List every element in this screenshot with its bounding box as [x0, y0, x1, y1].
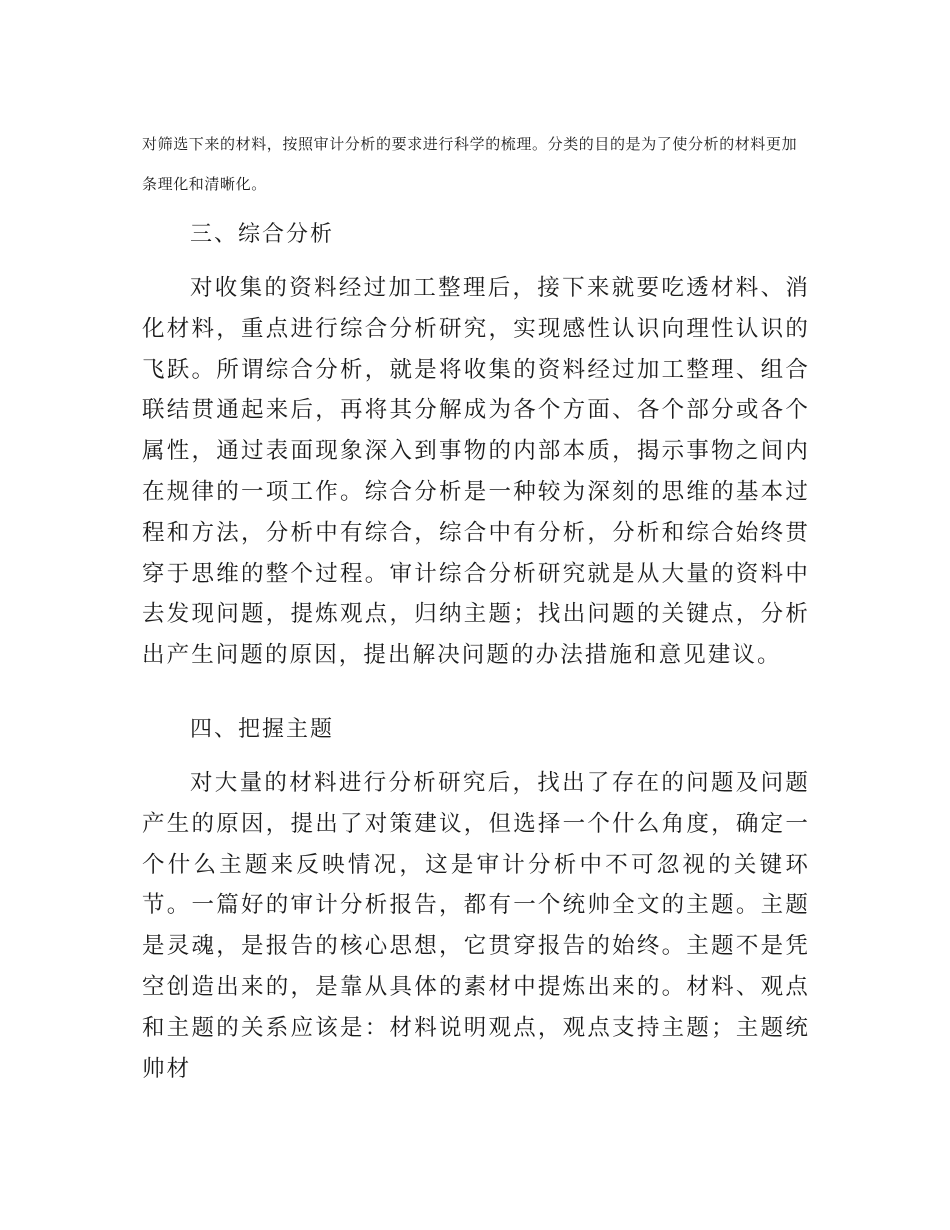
section-paragraph-comprehensive-analysis: 对收集的资料经过加工整理后，接下来就要吃透材料、消化材料，重点进行综合分析研究，实现感性认识向理性认识的飞跃。所谓综合分析，就是将收集的资料经过加工整理、组合联结贯通起来后，再将其分解成为各个方面、各个部分或各个属性，通过表面现象深入到事物的内部本质，揭示事物之间内在规律的一项工作。综合分析是一种较为深刻的思维的基本过程和方法，分析中有综合，综合中有分析，分析和综合始终贯穿于思维的整个过程。审计综合分析研究就是从大量的资料中去发现问题，提炼观点，归纳主题；找出问题的关键点，分析出产生问题的原因，提出解决问题的办法措施和意见建议。: [142, 275, 810, 669]
intro-paragraph: 对筛选下来的材料，按照审计分析的要求进行科学的梳理。分类的目的是为了使分析的材料更加条理化和清晰化。: [142, 135, 798, 193]
section-heading-grasp-theme: 四、把握主题: [190, 717, 335, 742]
section-paragraph-grasp-theme: 对大量的材料进行分析研究后，找出了存在的问题及问题产生的原因，提出了对策建议，但选择一个什么角度，确定一个什么主题来反映情况，这是审计分析中不可忽视的关键环节。一篇好的审计分析报告，都有一个统帅全文的主题。主题是灵魂，是报告的核心思想，它贯穿报告的始终。主题不是凭空创造出来的，是靠从具体的素材中提炼出来的。材料、观点和主题的关系应该是：材料说明观点，观点支持主题；主题统帅材: [142, 770, 810, 1082]
section-heading-comprehensive-analysis: 三、综合分析: [190, 222, 335, 247]
